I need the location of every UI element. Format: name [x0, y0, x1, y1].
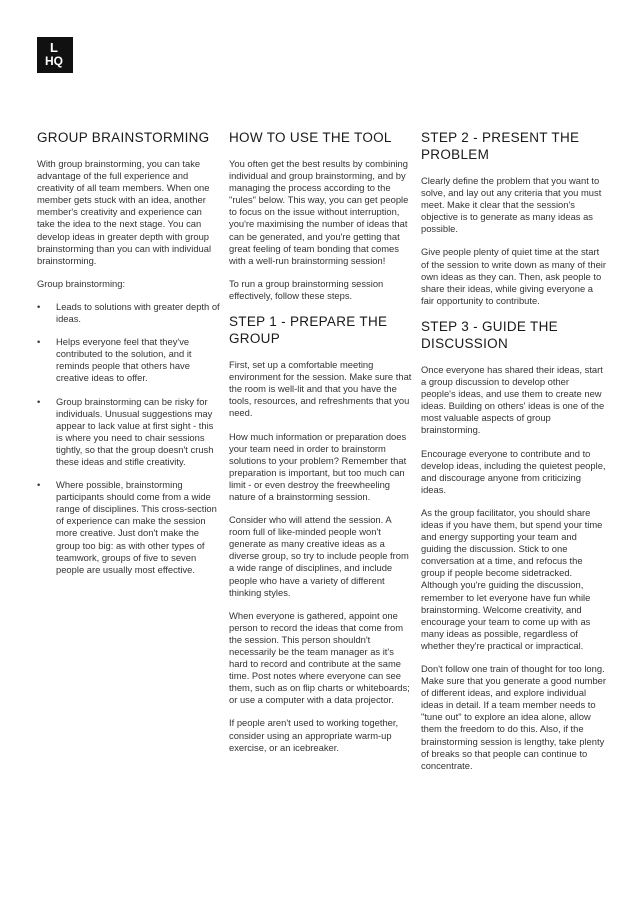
list-item — [37, 336, 220, 384]
paragraph: Encourage everyone to contribute and to develop ideas, including the quietest people, and discourage anyone from criticizing ideas. — [421, 447, 606, 495]
logo-letter-l: L — [50, 40, 58, 55]
paragraph: To run a group brainstorming session effectively, follow these steps. — [229, 277, 384, 301]
column-group-brainstorming — [37, 129, 220, 587]
benefits-list — [37, 301, 220, 576]
bullet-icon: • — [37, 300, 41, 312]
brand-logo — [37, 37, 73, 73]
paragraph: Don't follow one train of thought for too long. Make sure that you generate a good number of different ideas, and explore individual ideas in detail. If a team member needs to "tune out" to explore an idea alone, allow them the freedom to do this. Also, if the brainstorming session is lengthy, take plenty of breaks so that people can continue to concentrate. — [421, 663, 607, 771]
paragraph: Once everyone has shared their ideas, start a group discussion to develop other people's ideas, and use them to create new ideas. Building on others' ideas is one of the most valuable aspects of group brainstorming. — [421, 363, 605, 436]
bullet-icon: • — [37, 479, 41, 491]
paragraph: With group brainstorming, you can take advantage of the full experience and creativity of all team members. When one member gets stuck with an idea, another member's creativity and experience can take the idea to the next stage. You can develop ideas in greater depth with group brainstorming than you can with individual brainstorming. — [37, 158, 212, 266]
paragraph: When everyone is gathered, appoint one person to record the ideas that come from the session. This person shouldn't necessarily be the team manager as it's hard to record and contribute at the same time. Post notes where everyone can see them, such as on flip charts or whiteboards; or use a computer with a data projector. — [229, 609, 410, 706]
bullet-icon: • — [37, 395, 41, 407]
column-how-to-use — [229, 129, 413, 765]
paragraph: As the group facilitator, you should share ideas if you have them, but spend your time and energy supporting your team and guiding the discussion. Stick to one conversation at a time, and refocus the group if people become sidetracked. Although you're guiding the discussion, remember to let everyone have fun while brainstorming. Welcome creativity, and encourage your team to come up with as many ideas as possible, regardless of whether they're practical or impractical. — [421, 506, 603, 651]
list-item-text: Helps everyone feel that they've contributed to the solution, and it reminds people that others have creative ideas to offer. — [56, 336, 192, 384]
paragraph: First, set up a comfortable meeting environment for the session. Make sure that the room is well-lit and that you have the tools, resources, and refreshments that you need. — [229, 359, 412, 419]
heading-step-3: STEP 3 - GUIDE THE DISCUSSION — [421, 318, 558, 351]
paragraph: How much information or preparation does your team need in order to brainstorm solutions to your problem? Remember that preparation is important, but too much can limit - or even destroy the freewheeling nature of a brainstorming session. — [229, 430, 407, 502]
heading-step-2: STEP 2 - PRESENT THE PROBLEM — [421, 130, 580, 162]
heading-step-1: STEP 1 - PREPARE THE GROUP — [229, 314, 388, 347]
list-item — [37, 479, 220, 576]
heading-how-to-use-the-tool: HOW TO USE THE TOOL — [229, 130, 392, 145]
list-item — [37, 301, 220, 325]
list-item — [37, 396, 220, 469]
bullet-icon: • — [37, 336, 41, 348]
paragraph: If people aren't used to working together, consider using an appropriate warm-up exercise, or an icebreaker. — [229, 717, 399, 753]
paragraph: You often get the best results by combining individual and group brainstorming, and by managing the process according to the "rules" below. This way, you can get people to focus on the issue without interruption, you're maximising the number of ideas that can be generated, and you're getting that great feeling of team bonding that comes with a well-run brainstorming session! — [229, 158, 409, 266]
paragraph: Group brainstorming: — [37, 277, 126, 289]
list-item-text: Group brainstorming can be risky for individuals. Unusual suggestions may appear to lack value at first sight - this is where you need to chair sessions tightly, so that the group doesn't crush these ideas and stifle creativity. — [56, 395, 214, 467]
paragraph: Consider who will attend the session. A room full of like-minded people won't generate as many creative ideas as a diverse group, so try to include people from a wide range of disciplines, and include people who have a variety of different thinking styles. — [229, 514, 409, 598]
paragraph: Clearly define the problem that you want to solve, and lay out any criteria that you must meet. Make it clear that the session's objective is to generate as many ideas as possible. — [421, 175, 602, 235]
list-item-text: Leads to solutions with greater depth of ideas. — [56, 300, 220, 325]
list-item-text: Where possible, brainstorming participants should come from a wide range of disciplines. This cross-section of experience can make the session more creative. Just don't make the group too big: as with other types of teamwork, groups of five to seven people are usually most effective. — [56, 479, 217, 575]
heading-group-brainstorming: GROUP BRAINSTORMING — [37, 130, 210, 145]
column-steps-2-3 — [421, 129, 606, 783]
paragraph: Give people plenty of quiet time at the start of the session to write down as many of their own ideas as they can. Then, ask people to share their ideas, while giving everyone a fair opportunity to contribute. — [421, 246, 606, 306]
logo-letters-hq: HQ — [45, 54, 63, 68]
